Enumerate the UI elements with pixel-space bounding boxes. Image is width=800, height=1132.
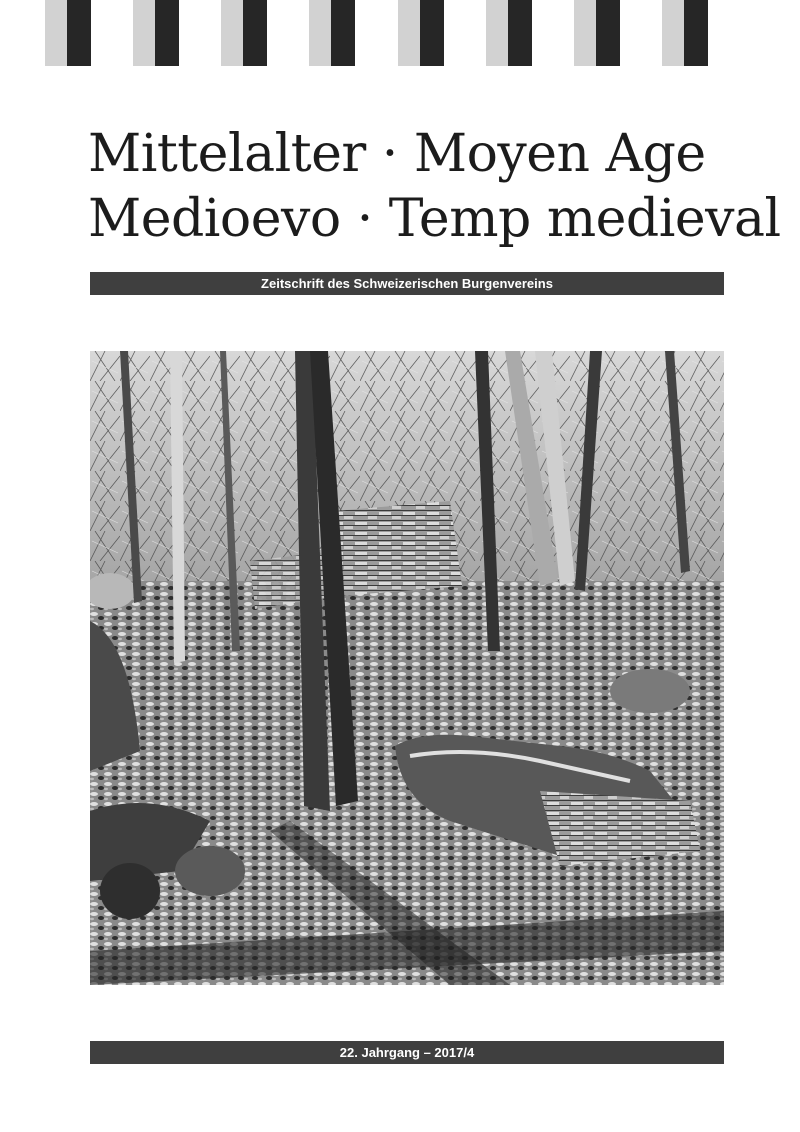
merlon [45, 0, 133, 66]
forest-ruin-photo-icon [90, 351, 724, 985]
battlement-decoration [45, 0, 750, 66]
journal-title-line-2: Medioevo · Temp medieval [88, 189, 781, 249]
issue-info: 22. Jahrgang – 2017/4 [90, 1041, 724, 1064]
journal-subtitle: Zeitschrift des Schweizerischen Burgenvereins [90, 272, 724, 295]
cover-photo [90, 351, 724, 985]
merlon [662, 0, 750, 66]
merlon [221, 0, 309, 66]
merlon [486, 0, 574, 66]
journal-title-line-1: Mittelalter · Moyen Age [88, 124, 706, 184]
merlon [398, 0, 486, 66]
merlon [133, 0, 221, 66]
merlon [309, 0, 397, 66]
merlon [574, 0, 662, 66]
